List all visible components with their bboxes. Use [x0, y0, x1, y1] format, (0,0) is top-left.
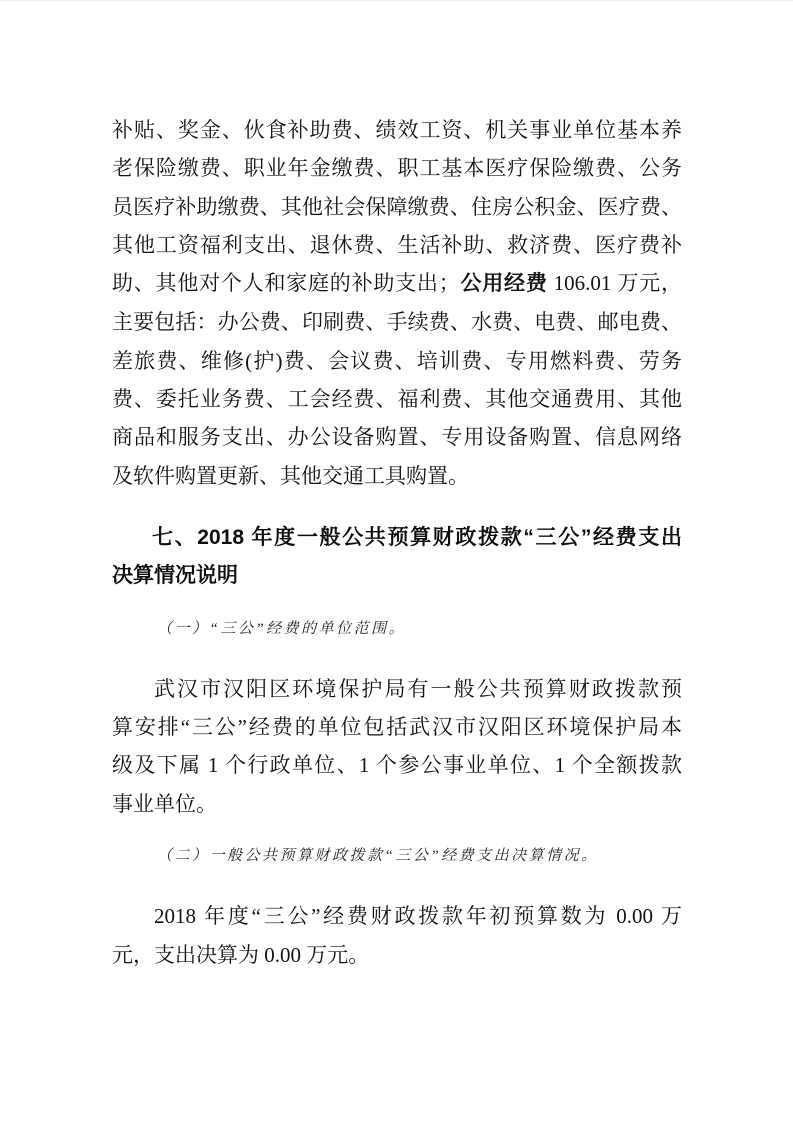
- text-segment: 106.01 万元，: [547, 271, 682, 296]
- text-line: 员医疗补助缴费、其他社会保障缴费、住房公积金、医疗费、: [112, 194, 682, 219]
- subheading-two-sangong-expenditure: [112, 837, 682, 875]
- text-line: 商品和服务支出、办公设备购置、专用设备购置、信息网络: [112, 425, 682, 450]
- text-line: 及软件购置更新、其他交通工具购置。: [112, 463, 469, 488]
- text-line: 决算情况说明: [112, 564, 238, 588]
- text-line: （二）一般公共预算财政拨款“三公”经费支出决算情况。: [157, 848, 599, 865]
- paragraph-unit-scope: [112, 670, 682, 823]
- text-line: 七、2018 年度一般公共预算财政拨款“三公”经费支出: [152, 525, 682, 549]
- text-line: 事业单位。: [112, 791, 217, 816]
- text-line: 差旅费、维修(护)费、会议费、培训费、专用燃料费、劳务: [112, 348, 682, 373]
- text-line: 2018 年度“三公”经费财政拨款年初预算数为 0.00 万: [154, 904, 682, 929]
- text-line: 主要包括：办公费、印刷费、手续费、水费、电费、邮电费、: [112, 310, 682, 335]
- paragraph-sangong-budget-figures: [112, 897, 682, 974]
- heading-section-seven: [112, 519, 682, 596]
- text-line: 费、委托业务费、工会经费、福利费、其他交通费用、其他: [112, 387, 682, 412]
- text-line: 武汉市汉阳区环境保护局有一般公共预算财政拨款预: [154, 676, 682, 701]
- subheading-one-unit-scope: [112, 610, 682, 648]
- text-line: 算安排“三公”经费的单位包括武汉市汉阳区环境保护局本: [112, 715, 682, 740]
- document-content: [112, 111, 682, 974]
- text-line: （一）“三公”经费的单位范围。: [157, 620, 407, 637]
- text-line: 补贴、奖金、伙食补助费、绩效工资、机关事业单位基本养: [112, 118, 682, 142]
- text-line: [112, 264, 682, 303]
- text-line: 级及下属 1 个行政单位、1 个参公事业单位、1 个全额拨款: [112, 753, 682, 778]
- paragraph-basic-expenditure-detail: [112, 111, 682, 495]
- text-line: 其他工资福利支出、退休费、生活补助、救济费、医疗费补: [112, 232, 682, 257]
- text-line: 元，支出决算为 0.00 万元。: [112, 942, 370, 967]
- text-line: 老保险缴费、职业年金缴费、职工基本医疗保险缴费、公务: [112, 156, 682, 181]
- bold-term: 公用经费: [459, 272, 548, 296]
- text-segment: 助、其他对个人和家庭的补助支出；: [112, 271, 460, 296]
